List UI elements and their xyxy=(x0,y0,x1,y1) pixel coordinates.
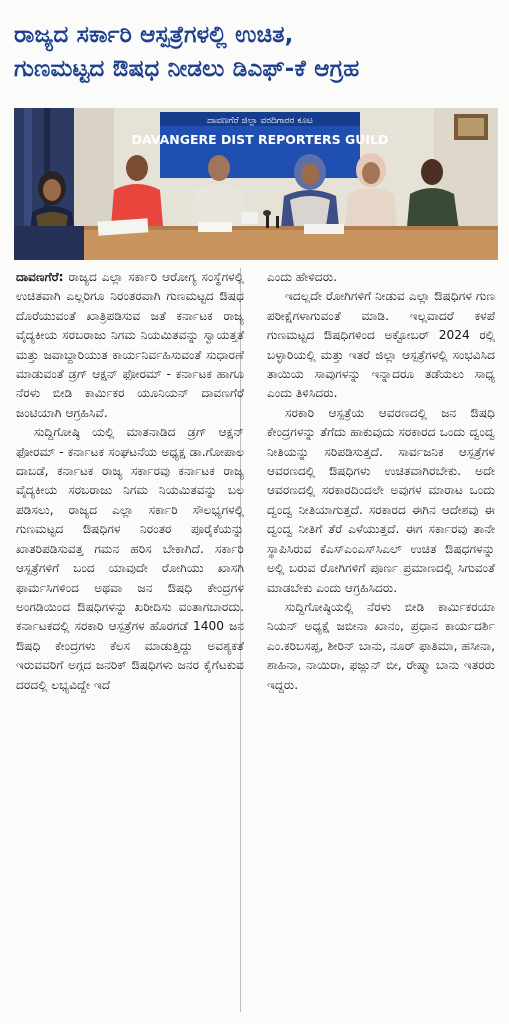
paragraph-5: ಸರಕಾರಿ ಆಸ್ಪತ್ರೆಯ ಆವರಣದಲ್ಲಿ ಜನ ಔಷಧಿ ಕೇಂದ್ರಗಳನ್ನು ತೆಗೆದು ಹಾಕುವುದು ಸರಕಾರದ ಒಂದು ದ್ವಂದ್ವ ನೀತಿಯನ್ನು ಸರಿಪಡಿಸುತ್ತದೆ. ಸಾರ್ವಜನಿಕ ಆಸ್ಪತ್ರೆಗಳ ಆವರಣದಲ್ಲಿ ಔಷಧಿಗಳು ಉಚಿತವಾಗಿರಬೇಕು. ಅದೇ ಆವರಣದಲ್ಲಿ ಸರಕಾರದಿಂದಲೇ ಅವುಗಳ ಮಾರಾಟ ಒಂದು ದ್ವಂದ್ವ ನೀತಿಯಾಗುತ್ತದೆ. ಸರಕಾರದ ಈಗಿನ ಆದೇಶವು ಈ ದ್ವಂದ್ವ ನೀತಿಗೆ ತೆರೆ ಎಳೆಯುತ್ತದೆ. ಈಗ ಸರ್ಕಾರವು ತಾನೇ ಸ್ಥಾಪಿಸಿರುವ ಕೆಎಸ್‌ಎಂಎಸ್‌ಸಿಎಲ್ ಉಚಿತ ಔಷಧಗಳನ್ನು ಅಲ್ಲಿ ಬರುವ ರೋಗಿಗಳಿಗೆ ಪೂರ್ಣ ಪ್ರಮಾಣದಲ್ಲಿ ಸಿಗುವಂತೆ ಮಾಡಬೇಕು ಎಂದು ಆಗ್ರಹಿಸಿದರು. xyxy=(267,405,495,595)
microphone-icon xyxy=(263,210,271,216)
headline-line-2: ಗುಣಮಟ್ಟದ ಔಷಧ ನೀಡಲು ಡಿಎಫ್-ಕೆ ಆಗ್ರಹ xyxy=(14,56,360,82)
article-body xyxy=(16,268,494,1016)
paragraph-6: ಸುದ್ದಿಗೋಷ್ಠಿಯಲ್ಲಿ ನೆರಳು ಬೀಡಿ ಕಾರ್ಮಿಕರಯಾ ನಿಯನ್ ಅಧ್ಯಕ್ಷೆ ಜಬೀನಾ ಖಾನಂ, ಪ್ರಧಾನ ಕಾರ್ಯದರ್ಶಿ ಎಂ.ಕರಿಬಸಪ್ಪ, ಶೀರಿನ್ ಬಾನು, ನೂರ್ ಫಾತಿಮಾ, ಹಸೀನಾ, ಶಾಹಿನಾ, ನಾಯಿರಾ, ಫಜ್ಲುನ್ ಬೀ, ರೇಷ್ಮಾ ಬಾನು ಇತರರು ಇದ್ದರು. xyxy=(267,599,495,692)
paragraph-1 xyxy=(16,268,244,423)
mic-label-card xyxy=(242,212,258,224)
headline-line-1: ರಾಜ್ಯದ ಸರ್ಕಾರಿ ಆಸ್ಪತ್ರೆಗಳಲ್ಲಿ ಉಚಿತ, xyxy=(14,22,294,48)
article-column-right xyxy=(267,268,495,695)
paragraph-1-text: ರಾಜ್ಯದ ಎಲ್ಲಾ ಸರ್ಕಾರಿ ಆರೋಗ್ಯ ಸಂಸ್ಥೆಗಳಲ್ಲಿ ಉಚಿತವಾಗಿ ಎಲ್ಲರಿಗೂ ನಿರಂತರವಾಗಿ ಗುಣಮಟ್ಟದ ಔಷಧ ದೊರೆಯುವಂತೆ ಖಾತ್ರಿಪಡಿಸುವ ಜತೆ ಕರ್ನಾಟಕ ರಾಜ್ಯ ವೈದ್ಯಕೀಯ ಸರಬರಾಜು ನಿಗಮ ನಿಯಮಿತವನ್ನು ಸ್ವಾಯತ್ತತೆ ಮತ್ತು ಜವಾಬ್ದಾರಿಯುತ ಕಾರ್ಯನಿರ್ವಹಿಸುವಂತೆ ಸುಧಾರಣೆ ಮಾಡುವಂತೆ ಡ್ರಗ್ ಆಕ್ಷನ್ ಫೋರಮ್ - ಕರ್ನಾಟಕ ಹಾಗೂ ನೆರಳು ಬೀಡಿ ಕಾರ್ಮಿಕರ ಯೂನಿಯನ್ ದಾವಣಗೆರೆ ಜಂಟಿಯಾಗಿ ಆಗ್ರಹಿಸಿವೆ. xyxy=(16,270,245,420)
dateline: ದಾವಣಗೆರೆ: xyxy=(16,270,64,284)
headline xyxy=(14,18,496,86)
paragraph-3: ಎಂದು ಹೇಳಿದರು. xyxy=(267,270,338,284)
article-column-left xyxy=(16,268,244,695)
paragraph-2: ಸುದ್ದಿಗೋಷ್ಠಿ ಯಲ್ಲಿ ಮಾತನಾಡಿದ ಡ್ರಗ್ ಆಕ್ಷನ್ ಫೋರಮ್ - ಕರ್ನಾಟಕ ಸಂಘಟನೆಯ ಅಧ್ಯಕ್ಷ ಡಾ.ಗೋಪಾಲ ದಾಬಡೆ, ಕರ್ನಾಟಕ ರಾಜ್ಯ ಸರ್ಕಾರವು ಕರ್ನಾಟಕ ರಾಜ್ಯ ವೈದ್ಯಕೀಯ ಸರಬರಾಜು ನಿಗಮ ನಿಯಮಿತವನ್ನು ಬಲ ಪಡಿಸಲು, ರಾಜ್ಯದ ಎಲ್ಲಾ ಸರ್ಕಾರಿ ಸೌಲಭ್ಯಗಳಲ್ಲಿ ಗುಣಮಟ್ಟದ ಔಷಧಿಗಳ ನಿರಂತರ ಪೂರೈಕೆಯನ್ನು ಖಾತರಿಪಡಿಸುವತ್ತ ಗಮನ ಹರಿಸ ಬೇಕಾಗಿದೆ. ಸರ್ಕಾರಿ ಆಸ್ಪತ್ರೆಗಳಿಗೆ ಬಂದ ಯಾವುದೇ ರೋಗಿಯು ಖಾಸಗಿ ಫಾರ್ಮಸಿಗಳಿಂದ ಅಥವಾ ಜನ ಔಷಧಿ ಕೇಂದ್ರಗಳ ಅಂಗಡಿಯಿಂದ ಔಷಧಿಗಳನ್ನು ಖರೀದಿಸು ವಂತಾಗಬಾರದು. ಕರ್ನಾಟಕದಲ್ಲಿ ಸರಕಾರಿ ಆಸ್ಪತ್ರೆಗಳ ಹೊರಗಡೆ 1400 ಜನ ಔಷಧಿ ಕೇಂದ್ರಗಳು ಕೆಲಸ ಮಾಡುತ್ತಿದ್ದು ಅವಶ್ಯಕತೆ ಇರುವವರಿಗೆ ಅಗ್ಗದ ಜನರಿಕ್ ಔಷಧಿಗಳು ಜನರ ಕೈಗೆಟಕುವ ದರದಲ್ಲಿ ಲಭ್ಯವಿದ್ದೇ ಇದೆ xyxy=(16,425,244,692)
paragraph-4: ಇದಲ್ಲದೇ ರೋಗಿಗಳಿಗೆ ನೀಡುವ ಎಲ್ಲಾ ಔಷಧಿಗಳ ಗುಣ ಪರೀಕ್ಷೆಗಳಾಗುವಂತೆ ಮಾಡಿ. ಇಲ್ಲವಾದರೆ ಕಳಪೆ ಗುಣಮಟ್ಟದ ಔಷಧಿಗಳಿಂದ ಅಕ್ಟೋಬರ್ 2024 ರಲ್ಲಿ ಬಳ್ಳಾರಿಯಲ್ಲಿ ಮತ್ತು ಇತರೆ ಜಿಲ್ಲಾ ಆಸ್ಪತ್ರೆಗಳಲ್ಲಿ ಸಂಭವಿಸಿದ ತಾಯಿಯ ಸಾವುಗಳನ್ನು ಇನ್ನಾದರೂ ತಡೆಯಲು ಸಾಧ್ಯ ಎಂದು ತಿಳಿಸಿದರು. xyxy=(267,289,495,401)
banner-kannada-text: ದಾವಣಗೆರೆ ಜಿಲ್ಲಾ ವರದಿಗಾರರ ಕೂಟ xyxy=(207,116,313,126)
banner-english-text: DAVANGERE DIST REPORTERS GUILD xyxy=(131,132,389,147)
press-conference-photo xyxy=(14,108,498,260)
